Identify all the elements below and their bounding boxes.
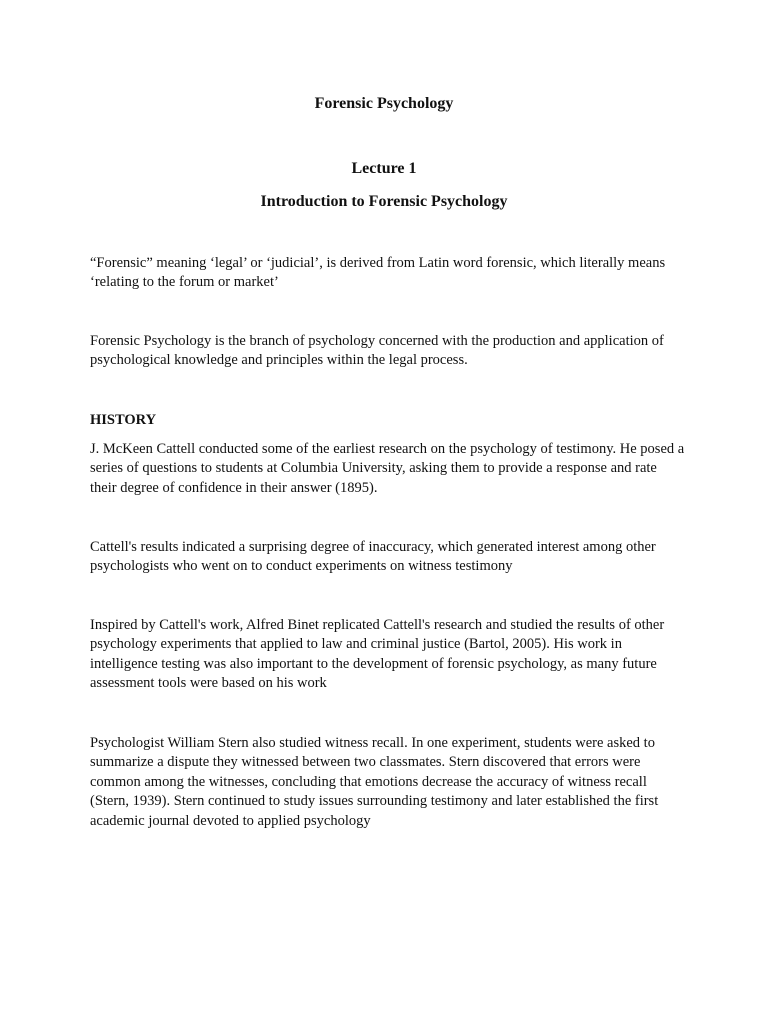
lecture-subtitle: Introduction to Forensic Psychology <box>260 193 508 210</box>
history-paragraph-cattell-results: Cattell's results indicated a surprising degree of inaccuracy, which generated interest among other psychologists who went on to conduct experiments on witness testimony <box>90 539 656 575</box>
document-title: Forensic Psychology <box>314 95 454 112</box>
history-paragraph-cattell: J. McKeen Cattell conducted some of the earliest research on the psychology of testimony. He posed a series of questions to students at Columbia University, asking them to provide a response and rate their degree of confidence in their answer (1895). <box>90 441 685 496</box>
history-paragraph-stern: Psychologist William Stern also studied witness recall. In one experiment, students were asked to summarize a dispute they witnessed between two classmates. Stern discovered that errors were common among the witnesses, concluding that emotions decrease the accuracy of witness recall (Stern, 1939). Stern continued to study issues surrounding testimony and later established the first academic journal devoted to applied psychology <box>90 735 659 829</box>
definition-paragraph: “Forensic” meaning ‘legal’ or ‘judicial’, is derived from Latin word forensic, which literally means ‘relating to the forum or market’ <box>90 255 666 291</box>
history-paragraph-binet: Inspired by Cattell's work, Alfred Binet replicated Cattell's research and studied the results of other psychology experiments that applied to law and criminal justice (Bartol, 2005). His work in intelligence testing was also important to the development of forensic psychology, as many future assessment tools were based on his work <box>90 617 665 692</box>
history-heading: HISTORY <box>90 412 157 428</box>
description-paragraph: Forensic Psychology is the branch of psychology concerned with the production and application of psychological knowledge and principles within the legal process. <box>90 333 664 369</box>
lecture-number: Lecture 1 <box>351 160 417 177</box>
